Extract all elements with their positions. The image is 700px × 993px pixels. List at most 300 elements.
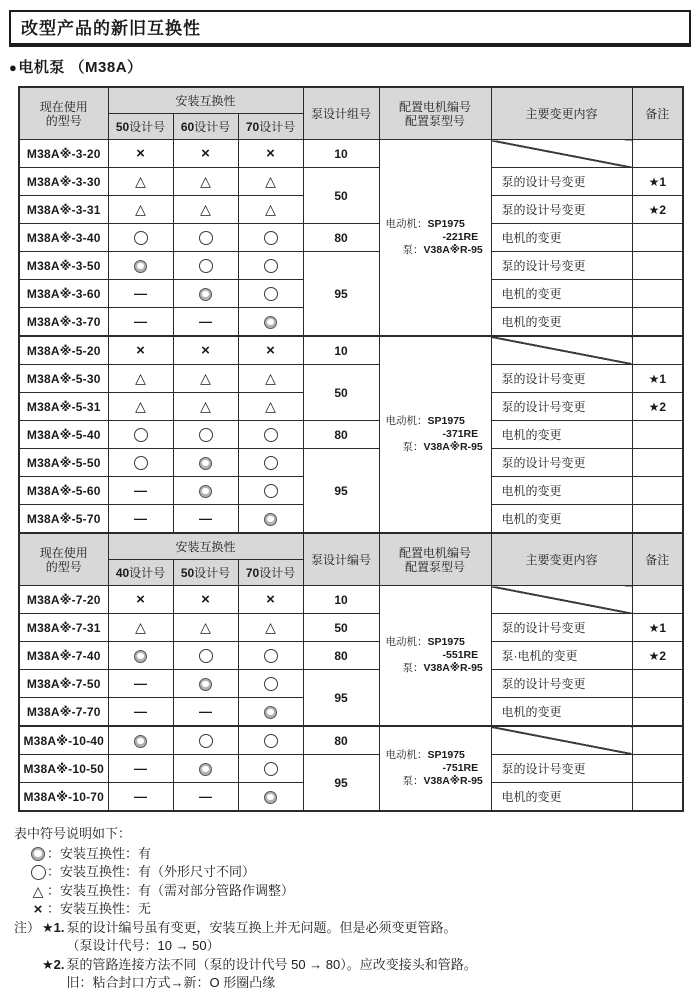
dash-icon: — bbox=[199, 788, 212, 804]
model-cell: M38A※-7-70 bbox=[19, 698, 108, 727]
model-cell: M38A※-5-70 bbox=[19, 505, 108, 534]
model-cell: M38A※-5-20 bbox=[19, 336, 108, 365]
legend-item bbox=[29, 882, 691, 901]
model-cell: M38A※-3-20 bbox=[19, 140, 108, 168]
design-number-value: 70 bbox=[245, 119, 260, 134]
triangle-icon: △ bbox=[200, 370, 211, 386]
note-line: （泵设计代号：10 → 50） bbox=[66, 938, 220, 953]
change-cell: 电机的变更 bbox=[491, 783, 632, 812]
diagonal-na-cell bbox=[491, 336, 632, 365]
circle-icon bbox=[199, 428, 213, 442]
dash-icon: — bbox=[199, 703, 212, 719]
change-cell: 泵的设计号变更 bbox=[491, 168, 632, 196]
circle-icon bbox=[199, 259, 213, 273]
design-number-value: 60 bbox=[180, 119, 195, 134]
legend-symbol-wrap bbox=[29, 865, 47, 880]
change-cell: 泵·电机的变更 bbox=[491, 642, 632, 670]
pump-group-cell: 80 bbox=[303, 642, 379, 670]
symbol-cell bbox=[108, 393, 173, 421]
cross-icon: × bbox=[201, 591, 210, 608]
pump-group-cell: 95 bbox=[303, 252, 379, 337]
cross-icon: × bbox=[266, 342, 275, 359]
header-install-compat: 安装互换性 bbox=[108, 87, 303, 114]
pump-group-cell: 80 bbox=[303, 726, 379, 755]
legend bbox=[14, 825, 691, 993]
cross-icon: × bbox=[136, 145, 145, 162]
circle-icon bbox=[134, 456, 148, 470]
pump-group-cell: 10 bbox=[303, 336, 379, 365]
header-main-changes: 主要变更内容 bbox=[491, 87, 632, 140]
change-cell: 泵的设计号变更 bbox=[491, 393, 632, 421]
design-number-value: 70 bbox=[245, 565, 260, 580]
change-cell: 泵的设计号变更 bbox=[491, 196, 632, 224]
pump-label: 泵： bbox=[402, 441, 424, 453]
symbol-cell bbox=[238, 586, 303, 614]
circle-icon bbox=[199, 231, 213, 245]
motor-line-1 bbox=[386, 636, 491, 649]
change-cell: 泵的设计号变更 bbox=[491, 365, 632, 393]
symbol-cell bbox=[173, 336, 238, 365]
model-cell: M38A※-5-30 bbox=[19, 365, 108, 393]
pump-group-cell: 95 bbox=[303, 755, 379, 812]
design-number-suffix: 设计号 bbox=[194, 119, 231, 134]
motor-line-1 bbox=[386, 415, 491, 428]
symbol-cell bbox=[238, 336, 303, 365]
remark-cell bbox=[632, 308, 683, 337]
change-cell: 电机的变更 bbox=[491, 477, 632, 505]
model-cell: M38A※-5-60 bbox=[19, 477, 108, 505]
motor-line-3 bbox=[403, 662, 491, 675]
symbol-cell bbox=[238, 196, 303, 224]
motor-config-cell bbox=[379, 140, 491, 337]
change-cell: 泵的设计号变更 bbox=[491, 252, 632, 280]
triangle-icon: △ bbox=[265, 619, 276, 635]
page-title: 改型产品的新旧互换性 bbox=[9, 10, 691, 47]
symbol-cell bbox=[173, 698, 238, 727]
motor-number-suffix: -551RE bbox=[442, 649, 479, 661]
symbol-cell bbox=[238, 308, 303, 337]
pump-model: V38A※R-95 bbox=[423, 775, 483, 787]
remark-cell: ★1 bbox=[632, 614, 683, 642]
circle-icon bbox=[199, 649, 213, 663]
symbol-cell bbox=[173, 140, 238, 168]
symbol-cell bbox=[238, 393, 303, 421]
header-model-column bbox=[19, 533, 108, 586]
header-design-number bbox=[238, 560, 303, 586]
model-cell: M38A※-5-40 bbox=[19, 421, 108, 449]
symbol-cell bbox=[238, 505, 303, 534]
dash-icon: — bbox=[134, 788, 147, 804]
pump-group-cell: 10 bbox=[303, 586, 379, 614]
diagonal-na-cell bbox=[491, 586, 632, 614]
remark-cell bbox=[632, 783, 683, 812]
motor-line-1 bbox=[386, 218, 491, 231]
triangle-icon: △ bbox=[265, 201, 276, 217]
double-circle-icon bbox=[199, 457, 212, 470]
header-remarks: 备注 bbox=[632, 87, 683, 140]
remark-cell bbox=[632, 586, 683, 614]
legend-symbol-wrap bbox=[29, 902, 47, 917]
remark-cell bbox=[632, 477, 683, 505]
change-cell: 电机的变更 bbox=[491, 308, 632, 337]
note-line: 旧：粘合封口方式→新：O 形圈凸缘 bbox=[66, 975, 276, 990]
symbol-cell bbox=[238, 614, 303, 642]
double-circle-icon bbox=[264, 706, 277, 719]
change-cell: 泵的设计号变更 bbox=[491, 614, 632, 642]
circle-icon bbox=[264, 484, 278, 498]
symbol-cell bbox=[108, 670, 173, 698]
header-model-column bbox=[19, 87, 108, 140]
header-remarks: 备注 bbox=[632, 533, 683, 586]
dash-icon: — bbox=[134, 703, 147, 719]
bullet-icon: ● bbox=[9, 60, 18, 75]
circle-icon bbox=[264, 762, 278, 776]
symbol-cell bbox=[173, 308, 238, 337]
pump-group-cell: 80 bbox=[303, 224, 379, 252]
change-cell: 泵的设计号变更 bbox=[491, 670, 632, 698]
legend-text: 安装互换性：有 bbox=[60, 845, 152, 861]
pump-group-cell: 80 bbox=[303, 421, 379, 449]
legend-item bbox=[29, 900, 691, 919]
symbol-cell bbox=[238, 726, 303, 755]
symbol-cell bbox=[173, 477, 238, 505]
pump-group-cell: 95 bbox=[303, 449, 379, 534]
remark-cell bbox=[632, 280, 683, 308]
change-cell: 泵的设计号变更 bbox=[491, 449, 632, 477]
circle-icon bbox=[264, 259, 278, 273]
triangle-icon: △ bbox=[135, 370, 146, 386]
double-circle-icon bbox=[199, 763, 212, 776]
model-cell: M38A※-3-30 bbox=[19, 168, 108, 196]
circle-icon bbox=[134, 428, 148, 442]
remark-cell bbox=[632, 505, 683, 534]
symbol-cell bbox=[108, 586, 173, 614]
design-number-value: 40 bbox=[115, 565, 130, 580]
dash-icon: — bbox=[199, 510, 212, 526]
circle-icon bbox=[264, 287, 278, 301]
symbol-cell bbox=[108, 614, 173, 642]
circle-icon bbox=[199, 734, 213, 748]
legend-symbol-wrap bbox=[29, 847, 47, 861]
design-number-suffix: 设计号 bbox=[129, 119, 166, 134]
note-body bbox=[67, 919, 692, 956]
pump-group-cell: 95 bbox=[303, 670, 379, 727]
symbol-cell bbox=[108, 421, 173, 449]
motor-config-cell bbox=[379, 726, 491, 811]
circle-icon bbox=[31, 865, 46, 880]
remark-cell: ★1 bbox=[632, 365, 683, 393]
pump-group-cell: 10 bbox=[303, 140, 379, 168]
symbol-cell bbox=[238, 421, 303, 449]
symbol-cell bbox=[173, 252, 238, 280]
dash-icon: — bbox=[134, 285, 147, 301]
symbol-cell bbox=[108, 140, 173, 168]
design-number-suffix: 设计号 bbox=[259, 565, 296, 580]
motor-line-3 bbox=[403, 775, 491, 788]
symbol-cell bbox=[108, 168, 173, 196]
section-heading bbox=[9, 56, 691, 77]
dash-icon: — bbox=[134, 675, 147, 691]
remark-cell: ★1 bbox=[632, 168, 683, 196]
motor-number: SP1975 bbox=[427, 218, 465, 230]
cross-icon: × bbox=[136, 591, 145, 608]
legend-text: 安装互换性：有（需对部分管路作调整） bbox=[60, 882, 295, 898]
symbol-cell bbox=[173, 168, 238, 196]
header-motor-line: 配置电机编号 bbox=[399, 545, 472, 560]
model-cell: M38A※-3-31 bbox=[19, 196, 108, 224]
section-heading-label: 电机泵 （M38A） bbox=[18, 59, 143, 76]
motor-number: SP1975 bbox=[427, 636, 465, 648]
design-number-suffix: 设计号 bbox=[194, 565, 231, 580]
symbol-cell bbox=[108, 280, 173, 308]
symbol-cell bbox=[238, 670, 303, 698]
remark-cell bbox=[632, 336, 683, 365]
symbol-cell bbox=[238, 252, 303, 280]
symbol-cell bbox=[173, 642, 238, 670]
symbol-cell bbox=[108, 755, 173, 783]
model-cell: M38A※-3-60 bbox=[19, 280, 108, 308]
diagonal-na-cell bbox=[491, 140, 632, 168]
model-cell: M38A※-3-40 bbox=[19, 224, 108, 252]
triangle-icon: △ bbox=[265, 398, 276, 414]
header-motor-line: 配置电机编号 bbox=[399, 99, 472, 114]
remark-cell bbox=[632, 421, 683, 449]
remark-cell bbox=[632, 755, 683, 783]
symbol-cell bbox=[173, 755, 238, 783]
cross-icon: × bbox=[33, 900, 43, 918]
design-number-suffix: 设计号 bbox=[129, 565, 166, 580]
motor-line-2 bbox=[443, 649, 491, 662]
cross-icon: × bbox=[201, 342, 210, 359]
double-circle-icon bbox=[134, 735, 147, 748]
pump-label: 泵： bbox=[402, 662, 424, 674]
cross-icon: × bbox=[201, 145, 210, 162]
motor-label: 电动机： bbox=[385, 636, 428, 648]
change-cell: 电机的变更 bbox=[491, 280, 632, 308]
legend-text: 安装互换性：无 bbox=[60, 901, 152, 916]
symbol-cell bbox=[238, 449, 303, 477]
header-model-line: 的型号 bbox=[45, 559, 82, 574]
model-cell: M38A※-7-50 bbox=[19, 670, 108, 698]
interchangeability-table bbox=[18, 86, 684, 812]
pump-group-cell: 50 bbox=[303, 168, 379, 224]
symbol-cell bbox=[173, 421, 238, 449]
note-row bbox=[14, 919, 691, 956]
symbol-cell bbox=[108, 783, 173, 812]
motor-number: SP1975 bbox=[427, 415, 465, 427]
dash-icon: — bbox=[199, 313, 212, 329]
symbol-cell bbox=[108, 477, 173, 505]
design-number-value: 50 bbox=[115, 119, 130, 134]
model-cell: M38A※-10-50 bbox=[19, 755, 108, 783]
change-cell: 电机的变更 bbox=[491, 224, 632, 252]
header-model-line: 的型号 bbox=[45, 113, 82, 128]
header-main-changes: 主要变更内容 bbox=[491, 533, 632, 586]
header-motor-line: 配置泵型号 bbox=[405, 559, 466, 574]
remark-cell bbox=[632, 449, 683, 477]
header-install-compat: 安装互换性 bbox=[108, 533, 303, 560]
legend-separator: ： bbox=[47, 845, 61, 861]
motor-line-1 bbox=[386, 749, 491, 762]
pump-group-cell: 50 bbox=[303, 365, 379, 421]
symbol-cell bbox=[173, 586, 238, 614]
header-pump-design: 泵设计组号 bbox=[303, 87, 379, 140]
legend-separator: ： bbox=[47, 901, 61, 916]
cross-icon: × bbox=[266, 591, 275, 608]
header-motor-config bbox=[379, 533, 491, 586]
header-model-line: 现在使用 bbox=[39, 545, 88, 560]
note-row bbox=[14, 956, 691, 993]
symbol-cell bbox=[173, 783, 238, 812]
legend-item bbox=[29, 863, 691, 882]
motor-config-cell bbox=[379, 336, 491, 533]
header-design-number bbox=[173, 560, 238, 586]
symbol-cell bbox=[173, 505, 238, 534]
model-cell: M38A※-7-20 bbox=[19, 586, 108, 614]
symbol-cell bbox=[173, 449, 238, 477]
remark-cell bbox=[632, 224, 683, 252]
note-star-badge: ★1. bbox=[42, 919, 65, 935]
model-cell: M38A※-5-50 bbox=[19, 449, 108, 477]
double-circle-icon bbox=[199, 678, 212, 691]
double-circle-icon bbox=[134, 650, 147, 663]
symbol-cell bbox=[108, 336, 173, 365]
triangle-icon: △ bbox=[135, 398, 146, 414]
note-line: 泵的管路连接方法不同（泵的设计代号 50 → 80）。应改变接头和管路。 bbox=[66, 956, 477, 972]
header-design-number bbox=[238, 114, 303, 140]
symbol-cell bbox=[238, 280, 303, 308]
symbol-cell bbox=[238, 698, 303, 727]
legend-item bbox=[29, 845, 691, 864]
symbol-cell bbox=[238, 224, 303, 252]
triangle-icon: △ bbox=[135, 173, 146, 189]
triangle-icon: △ bbox=[32, 882, 44, 899]
circle-icon bbox=[134, 231, 148, 245]
symbol-cell bbox=[108, 252, 173, 280]
legend-text: 安装互换性：有（外形尺寸不同） bbox=[60, 864, 256, 879]
motor-number-suffix: -371RE bbox=[442, 428, 479, 440]
symbol-cell bbox=[238, 642, 303, 670]
change-cell: 泵的设计号变更 bbox=[491, 755, 632, 783]
header-design-number bbox=[173, 114, 238, 140]
model-cell: M38A※-7-31 bbox=[19, 614, 108, 642]
triangle-icon: △ bbox=[265, 370, 276, 386]
symbol-cell bbox=[108, 365, 173, 393]
triangle-icon: △ bbox=[265, 173, 276, 189]
change-cell: 电机的变更 bbox=[491, 505, 632, 534]
motor-line-2 bbox=[443, 762, 491, 775]
cross-icon: × bbox=[266, 145, 275, 162]
remark-cell bbox=[632, 670, 683, 698]
motor-number-suffix: -751RE bbox=[442, 762, 479, 774]
circle-icon bbox=[264, 734, 278, 748]
header-motor-line: 配置泵型号 bbox=[405, 113, 466, 128]
header-pump-design: 泵设计编号 bbox=[303, 533, 379, 586]
header-design-number bbox=[108, 560, 173, 586]
symbol-cell bbox=[238, 783, 303, 812]
dash-icon: — bbox=[134, 482, 147, 498]
symbol-cell bbox=[238, 365, 303, 393]
remark-cell bbox=[632, 698, 683, 727]
design-number-suffix: 设计号 bbox=[259, 119, 296, 134]
legend-separator: ： bbox=[47, 882, 61, 898]
note-body bbox=[67, 956, 692, 993]
double-circle-icon bbox=[264, 316, 277, 329]
triangle-icon: △ bbox=[135, 619, 146, 635]
model-cell: M38A※-5-31 bbox=[19, 393, 108, 421]
triangle-icon: △ bbox=[200, 398, 211, 414]
notes-label: 注） bbox=[14, 919, 41, 935]
symbol-cell bbox=[108, 308, 173, 337]
symbol-cell bbox=[173, 670, 238, 698]
motor-config-cell bbox=[379, 586, 491, 727]
legend-separator: ： bbox=[47, 864, 61, 879]
change-cell: 电机的变更 bbox=[491, 698, 632, 727]
circle-icon bbox=[264, 649, 278, 663]
remark-cell bbox=[632, 140, 683, 168]
model-cell: M38A※-10-40 bbox=[19, 726, 108, 755]
triangle-icon: △ bbox=[135, 201, 146, 217]
triangle-icon: △ bbox=[200, 619, 211, 635]
symbol-cell bbox=[173, 196, 238, 224]
diagonal-na-cell bbox=[491, 726, 632, 755]
symbol-cell bbox=[173, 726, 238, 755]
model-cell: M38A※-3-50 bbox=[19, 252, 108, 280]
symbol-cell bbox=[173, 614, 238, 642]
model-cell: M38A※-3-70 bbox=[19, 308, 108, 337]
symbol-cell bbox=[108, 224, 173, 252]
double-circle-icon bbox=[31, 847, 45, 861]
circle-icon bbox=[264, 456, 278, 470]
motor-number-suffix: -221RE bbox=[442, 231, 479, 243]
motor-line-3 bbox=[403, 244, 491, 257]
pump-model: V38A※R-95 bbox=[423, 244, 483, 256]
motor-line-2 bbox=[443, 428, 491, 441]
double-circle-icon bbox=[134, 260, 147, 273]
note-line: 泵的设计编号虽有变更，安装互换上并无问题。但是必须变更管路。 bbox=[66, 919, 457, 935]
double-circle-icon bbox=[199, 485, 212, 498]
dash-icon: — bbox=[134, 313, 147, 329]
change-cell: 电机的变更 bbox=[491, 421, 632, 449]
symbol-cell bbox=[238, 168, 303, 196]
note-star-badge: ★2. bbox=[42, 956, 65, 972]
legend-symbol-wrap bbox=[29, 884, 47, 898]
header-design-number bbox=[108, 114, 173, 140]
motor-label: 电动机： bbox=[385, 749, 428, 761]
symbol-cell bbox=[108, 642, 173, 670]
header-motor-config bbox=[379, 87, 491, 140]
double-circle-icon bbox=[264, 791, 277, 804]
triangle-icon: △ bbox=[200, 201, 211, 217]
motor-label: 电动机： bbox=[385, 218, 428, 230]
dash-icon: — bbox=[134, 760, 147, 776]
remark-cell: ★2 bbox=[632, 642, 683, 670]
double-circle-icon bbox=[264, 513, 277, 526]
symbol-cell bbox=[238, 140, 303, 168]
pump-model: V38A※R-95 bbox=[423, 441, 483, 453]
header-model-line: 现在使用 bbox=[39, 99, 88, 114]
dash-icon: — bbox=[134, 510, 147, 526]
symbol-cell bbox=[108, 726, 173, 755]
pump-model: V38A※R-95 bbox=[423, 662, 483, 674]
motor-line-3 bbox=[403, 441, 491, 454]
symbol-cell bbox=[173, 224, 238, 252]
cross-icon: × bbox=[136, 342, 145, 359]
motor-label: 电动机： bbox=[385, 415, 428, 427]
motor-number: SP1975 bbox=[427, 749, 465, 761]
triangle-icon: △ bbox=[200, 173, 211, 189]
circle-icon bbox=[264, 677, 278, 691]
